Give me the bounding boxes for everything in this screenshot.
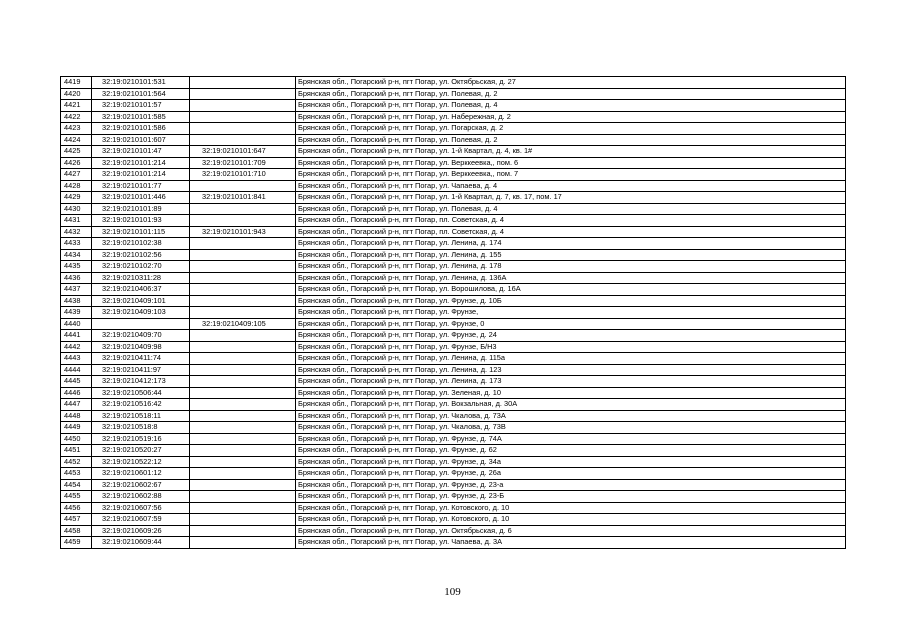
linked-cadastral-number-cell <box>190 249 296 261</box>
cadastral-number-cell: 32:19:0210102:56 <box>92 249 190 261</box>
cadastral-number-cell: 32:19:0210607:56 <box>92 502 190 514</box>
row-number-cell: 4441 <box>61 330 92 342</box>
row-number-cell: 4425 <box>61 146 92 158</box>
linked-cadastral-number-cell <box>190 307 296 319</box>
row-number-cell: 4451 <box>61 445 92 457</box>
table-row <box>61 249 846 261</box>
row-number-cell: 4421 <box>61 100 92 112</box>
table-row <box>61 468 846 480</box>
address-cell: Брянская обл., Погарский р-н, пгт Погар, ул. Фрунзе, 0 <box>296 318 846 330</box>
linked-cadastral-number-cell <box>190 364 296 376</box>
row-number-cell: 4445 <box>61 376 92 388</box>
cadastral-number-cell: 32:19:0210101:57 <box>92 100 190 112</box>
cadastral-number-cell: 32:19:0210411:97 <box>92 364 190 376</box>
table-row <box>61 318 846 330</box>
linked-cadastral-number-cell <box>190 134 296 146</box>
address-cell: Брянская обл., Погарский р-н, пгт Погар, ул. Полевая, д. 4 <box>296 100 846 112</box>
cadastral-number-cell: 32:19:0210602:67 <box>92 479 190 491</box>
linked-cadastral-number-cell: 32:19:0210101:943 <box>190 226 296 238</box>
cadastral-number-cell: 32:19:0210311:28 <box>92 272 190 284</box>
row-number-cell: 4427 <box>61 169 92 181</box>
cadastral-number-cell: 32:19:0210101:607 <box>92 134 190 146</box>
registry-table <box>60 76 846 549</box>
cadastral-number-cell: 32:19:0210520:27 <box>92 445 190 457</box>
address-cell: Брянская обл., Погарский р-н, пгт Погар, ул. Фрунзе, д. 23-Б <box>296 491 846 503</box>
address-cell: Брянская обл., Погарский р-н, пгт Погар, ул. Фрунзе, д. 34а <box>296 456 846 468</box>
table-row <box>61 238 846 250</box>
cadastral-number-cell: 32:19:0210102:70 <box>92 261 190 273</box>
cadastral-number-cell: 32:19:0210411:74 <box>92 353 190 365</box>
table-row <box>61 410 846 422</box>
table-row <box>61 215 846 227</box>
cadastral-number-cell: 32:19:0210609:26 <box>92 525 190 537</box>
row-number-cell: 4440 <box>61 318 92 330</box>
address-cell: Брянская обл., Погарский р-н, пгт Погар, ул. Верккеевка,, пом. 6 <box>296 157 846 169</box>
table-row <box>61 445 846 457</box>
address-cell: Брянская обл., Погарский р-н, пгт Погар, пл. Советская, д. 4 <box>296 226 846 238</box>
address-cell: Брянская обл., Погарский р-н, пгт Погар, ул. Полевая, д. 2 <box>296 134 846 146</box>
table-row <box>61 456 846 468</box>
address-cell: Брянская обл., Погарский р-н, пгт Погар, ул. Фрунзе, <box>296 307 846 319</box>
cadastral-number-cell: 32:19:0210602:88 <box>92 491 190 503</box>
linked-cadastral-number-cell <box>190 445 296 457</box>
row-number-cell: 4438 <box>61 295 92 307</box>
address-cell: Брянская обл., Погарский р-н, пгт Погар, ул. Котовского, д. 10 <box>296 514 846 526</box>
address-cell: Брянская обл., Погарский р-н, пгт Погар, ул. Вокзальная, д. 30А <box>296 399 846 411</box>
table-row <box>61 284 846 296</box>
row-number-cell: 4422 <box>61 111 92 123</box>
address-cell: Брянская обл., Погарский р-н, пгт Погар, ул. Ленина, д. 178 <box>296 261 846 273</box>
row-number-cell: 4428 <box>61 180 92 192</box>
address-cell: Брянская обл., Погарский р-н, пгт Погар, ул. Ленина, д. 174 <box>296 238 846 250</box>
linked-cadastral-number-cell <box>190 203 296 215</box>
address-cell: Брянская обл., Погарский р-н, пгт Погар, ул. Чапаева, д. 4 <box>296 180 846 192</box>
linked-cadastral-number-cell: 32:19:0210101:710 <box>190 169 296 181</box>
linked-cadastral-number-cell <box>190 180 296 192</box>
table-row <box>61 502 846 514</box>
table-row <box>61 203 846 215</box>
linked-cadastral-number-cell: 32:19:0210101:841 <box>190 192 296 204</box>
row-number-cell: 4424 <box>61 134 92 146</box>
table-row <box>61 272 846 284</box>
row-number-cell: 4456 <box>61 502 92 514</box>
cadastral-number-cell: 32:19:0210516:42 <box>92 399 190 411</box>
row-number-cell: 4429 <box>61 192 92 204</box>
cadastral-number-cell: 32:19:0210101:446 <box>92 192 190 204</box>
table-row <box>61 330 846 342</box>
cadastral-number-cell: 32:19:0210101:214 <box>92 169 190 181</box>
cadastral-number-cell: 32:19:0210406:37 <box>92 284 190 296</box>
linked-cadastral-number-cell <box>190 376 296 388</box>
linked-cadastral-number-cell <box>190 479 296 491</box>
cadastral-number-cell: 32:19:0210102:38 <box>92 238 190 250</box>
row-number-cell: 4430 <box>61 203 92 215</box>
cadastral-number-cell: 32:19:0210409:103 <box>92 307 190 319</box>
address-cell: Брянская обл., Погарский р-н, пгт Погар, ул. Ворошилова, д. 16А <box>296 284 846 296</box>
cadastral-number-cell: 32:19:0210101:89 <box>92 203 190 215</box>
row-number-cell: 4453 <box>61 468 92 480</box>
linked-cadastral-number-cell: 32:19:0210101:709 <box>190 157 296 169</box>
cadastral-number-cell: 32:19:0210101:586 <box>92 123 190 135</box>
table-row <box>61 226 846 238</box>
table-row <box>61 537 846 549</box>
linked-cadastral-number-cell <box>190 514 296 526</box>
table-row <box>61 134 846 146</box>
cadastral-number-cell: 32:19:0210518:11 <box>92 410 190 422</box>
linked-cadastral-number-cell <box>190 422 296 434</box>
cadastral-number-cell: 32:19:0210409:101 <box>92 295 190 307</box>
cadastral-number-cell: 32:19:0210409:70 <box>92 330 190 342</box>
row-number-cell: 4442 <box>61 341 92 353</box>
table-row <box>61 77 846 89</box>
table-row <box>61 307 846 319</box>
linked-cadastral-number-cell <box>190 387 296 399</box>
row-number-cell: 4443 <box>61 353 92 365</box>
table-row <box>61 514 846 526</box>
address-cell: Брянская обл., Погарский р-н, пгт Погар, ул. Фрунзе, д. 23-а <box>296 479 846 491</box>
linked-cadastral-number-cell <box>190 272 296 284</box>
cadastral-number-cell: 32:19:0210522:12 <box>92 456 190 468</box>
linked-cadastral-number-cell <box>190 284 296 296</box>
table-row <box>61 111 846 123</box>
table-row <box>61 479 846 491</box>
linked-cadastral-number-cell <box>190 215 296 227</box>
table-row <box>61 422 846 434</box>
address-cell: Брянская обл., Погарский р-н, пгт Погар, ул. Чапаева, д. 3А <box>296 537 846 549</box>
row-number-cell: 4452 <box>61 456 92 468</box>
table-row <box>61 157 846 169</box>
address-cell: Брянская обл., Погарский р-н, пгт Погар, ул. Погарская, д. 2 <box>296 123 846 135</box>
table-row <box>61 353 846 365</box>
row-number-cell: 4436 <box>61 272 92 284</box>
cadastral-number-cell: 32:19:0210101:585 <box>92 111 190 123</box>
address-cell: Брянская обл., Погарский р-н, пгт Погар, ул. Полевая, д. 2 <box>296 88 846 100</box>
cadastral-number-cell: 32:19:0210518:8 <box>92 422 190 434</box>
address-cell: Брянская обл., Погарский р-н, пгт Погар, ул. Зеленая, д. 10 <box>296 387 846 399</box>
cadastral-number-cell: 32:19:0210101:77 <box>92 180 190 192</box>
linked-cadastral-number-cell <box>190 88 296 100</box>
address-cell: Брянская обл., Погарский р-н, пгт Погар, ул. Полевая, д. 4 <box>296 203 846 215</box>
row-number-cell: 4457 <box>61 514 92 526</box>
linked-cadastral-number-cell: 32:19:0210101:647 <box>190 146 296 158</box>
address-cell: Брянская обл., Погарский р-н, пгт Погар, ул. Фрунзе, д. 10Б <box>296 295 846 307</box>
linked-cadastral-number-cell <box>190 410 296 422</box>
page-number: 109 <box>444 586 461 598</box>
address-cell: Брянская обл., Погарский р-н, пгт Погар, ул. Фрунзе, д. 26а <box>296 468 846 480</box>
linked-cadastral-number-cell <box>190 341 296 353</box>
cadastral-number-cell: 32:19:0210609:44 <box>92 537 190 549</box>
linked-cadastral-number-cell <box>190 491 296 503</box>
cadastral-number-cell: 32:19:0210412:173 <box>92 376 190 388</box>
table-row <box>61 261 846 273</box>
linked-cadastral-number-cell <box>190 77 296 89</box>
address-cell: Брянская обл., Погарский р-н, пгт Погар, ул. Чкалова, д. 73В <box>296 422 846 434</box>
linked-cadastral-number-cell <box>190 353 296 365</box>
address-cell: Брянская обл., Погарский р-н, пгт Погар, ул. Фрунзе, д. 62 <box>296 445 846 457</box>
cadastral-number-cell: 32:19:0210101:531 <box>92 77 190 89</box>
cadastral-number-cell: 32:19:0210601:12 <box>92 468 190 480</box>
cadastral-number-cell: 32:19:0210101:47 <box>92 146 190 158</box>
table-row <box>61 399 846 411</box>
table-row <box>61 387 846 399</box>
address-cell: Брянская обл., Погарский р-н, пгт Погар, ул. Октябрьская, д. 6 <box>296 525 846 537</box>
cadastral-number-cell: 32:19:0210101:564 <box>92 88 190 100</box>
address-cell: Брянская обл., Погарский р-н, пгт Погар, ул. Фрунзе, д. 24 <box>296 330 846 342</box>
row-number-cell: 4420 <box>61 88 92 100</box>
row-number-cell: 4439 <box>61 307 92 319</box>
row-number-cell: 4449 <box>61 422 92 434</box>
linked-cadastral-number-cell <box>190 238 296 250</box>
table-row <box>61 169 846 181</box>
address-cell: Брянская обл., Погарский р-н, пгт Погар, ул. Фрунзе, Б/Н3 <box>296 341 846 353</box>
linked-cadastral-number-cell: 32:19:0210409:105 <box>190 318 296 330</box>
linked-cadastral-number-cell <box>190 295 296 307</box>
address-cell: Брянская обл., Погарский р-н, пгт Погар, ул. Ленина, д. 173 <box>296 376 846 388</box>
row-number-cell: 4458 <box>61 525 92 537</box>
cadastral-number-cell: 32:19:0210506:44 <box>92 387 190 399</box>
table-row <box>61 192 846 204</box>
address-cell: Брянская обл., Погарский р-н, пгт Погар, ул. Фрунзе, д. 74А <box>296 433 846 445</box>
linked-cadastral-number-cell <box>190 100 296 112</box>
cadastral-number-cell: 32:19:0210101:214 <box>92 157 190 169</box>
linked-cadastral-number-cell <box>190 525 296 537</box>
row-number-cell: 4454 <box>61 479 92 491</box>
address-cell: Брянская обл., Погарский р-н, пгт Погар, пл. Советская, д. 4 <box>296 215 846 227</box>
address-cell: Брянская обл., Погарский р-н, пгт Погар, ул. Набережная, д. 2 <box>296 111 846 123</box>
address-cell: Брянская обл., Погарский р-н, пгт Погар, ул. Октябрьская, д. 27 <box>296 77 846 89</box>
linked-cadastral-number-cell <box>190 502 296 514</box>
row-number-cell: 4426 <box>61 157 92 169</box>
table-row <box>61 364 846 376</box>
row-number-cell: 4432 <box>61 226 92 238</box>
table-row <box>61 180 846 192</box>
linked-cadastral-number-cell <box>190 537 296 549</box>
row-number-cell: 4434 <box>61 249 92 261</box>
cadastral-number-cell: 32:19:0210409:98 <box>92 341 190 353</box>
table-row <box>61 433 846 445</box>
row-number-cell: 4423 <box>61 123 92 135</box>
row-number-cell: 4448 <box>61 410 92 422</box>
address-cell: Брянская обл., Погарский р-н, пгт Погар, ул. Ленина, д. 123 <box>296 364 846 376</box>
address-cell: Брянская обл., Погарский р-н, пгт Погар, ул. Ленина, д. 115а <box>296 353 846 365</box>
row-number-cell: 4447 <box>61 399 92 411</box>
address-cell: Брянская обл., Погарский р-н, пгт Погар, ул. Котовского, д. 10 <box>296 502 846 514</box>
address-cell: Брянская обл., Погарский р-н, пгт Погар, ул. 1-й Квартал, д. 7, кв. 17, пом. 17 <box>296 192 846 204</box>
cadastral-number-cell: 32:19:0210607:59 <box>92 514 190 526</box>
table-row <box>61 123 846 135</box>
row-number-cell: 4459 <box>61 537 92 549</box>
address-cell: Брянская обл., Погарский р-н, пгт Погар, ул. 1-й Квартал, д. 4, кв. 1# <box>296 146 846 158</box>
row-number-cell: 4444 <box>61 364 92 376</box>
linked-cadastral-number-cell <box>190 330 296 342</box>
table-row <box>61 146 846 158</box>
row-number-cell: 4435 <box>61 261 92 273</box>
linked-cadastral-number-cell <box>190 261 296 273</box>
linked-cadastral-number-cell <box>190 123 296 135</box>
table-row <box>61 525 846 537</box>
table-row <box>61 100 846 112</box>
cadastral-number-cell: 32:19:0210519:16 <box>92 433 190 445</box>
cadastral-number-cell: 32:19:0210101:115 <box>92 226 190 238</box>
address-cell: Брянская обл., Погарский р-н, пгт Погар, ул. Верккеевка,, пом. 7 <box>296 169 846 181</box>
row-number-cell: 4437 <box>61 284 92 296</box>
row-number-cell: 4446 <box>61 387 92 399</box>
linked-cadastral-number-cell <box>190 399 296 411</box>
table-row <box>61 376 846 388</box>
table-row <box>61 491 846 503</box>
table-row <box>61 88 846 100</box>
linked-cadastral-number-cell <box>190 111 296 123</box>
registry-table-body <box>61 77 846 549</box>
linked-cadastral-number-cell <box>190 456 296 468</box>
cadastral-number-cell: 32:19:0210101:93 <box>92 215 190 227</box>
row-number-cell: 4419 <box>61 77 92 89</box>
row-number-cell: 4431 <box>61 215 92 227</box>
linked-cadastral-number-cell <box>190 468 296 480</box>
address-cell: Брянская обл., Погарский р-н, пгт Погар, ул. Ленина, д. 155 <box>296 249 846 261</box>
table-row <box>61 341 846 353</box>
table-row <box>61 295 846 307</box>
row-number-cell: 4433 <box>61 238 92 250</box>
row-number-cell: 4450 <box>61 433 92 445</box>
linked-cadastral-number-cell <box>190 433 296 445</box>
cadastral-number-cell <box>92 318 190 330</box>
address-cell: Брянская обл., Погарский р-н, пгт Погар, ул. Чкалова, д. 73А <box>296 410 846 422</box>
address-cell: Брянская обл., Погарский р-н, пгт Погар, ул. Ленина, д. 136А <box>296 272 846 284</box>
row-number-cell: 4455 <box>61 491 92 503</box>
